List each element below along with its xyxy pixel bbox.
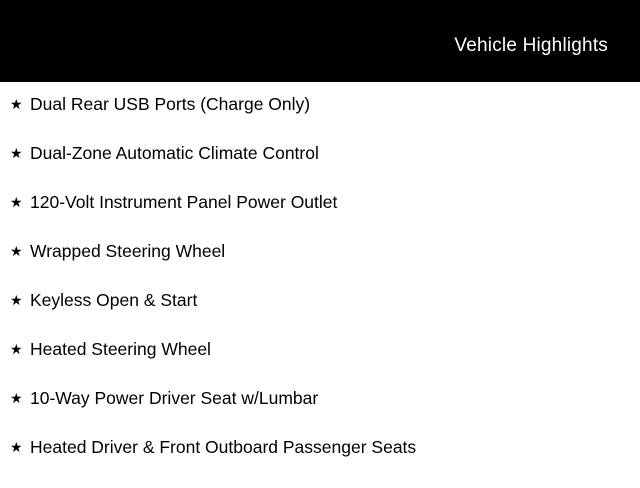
feature-label: Wrapped Steering Wheel [30,241,226,261]
list-item [0,96,640,145]
list-item [0,194,640,243]
feature-label: Dual Rear USB Ports (Charge Only) [30,94,311,114]
list-item [0,145,640,194]
list-item [0,341,640,390]
feature-label: Dual-Zone Automatic Climate Control [30,143,319,163]
star-bullet-icon: ★ [10,439,23,455]
feature-label: 120-Volt Instrument Panel Power Outlet [30,192,338,212]
star-bullet-icon: ★ [10,96,23,112]
feature-label: Keyless Open & Start [30,290,198,310]
star-bullet-icon: ★ [10,145,23,161]
star-bullet-icon: ★ [10,292,23,308]
star-bullet-icon: ★ [10,390,23,406]
feature-label: 10-Way Power Driver Seat w/Lumbar [30,388,319,408]
star-bullet-icon: ★ [10,194,23,210]
feature-label: Heated Steering Wheel [30,339,211,359]
list-item [0,439,640,488]
list-item [0,243,640,292]
feature-label: Heated Driver & Front Outboard Passenger Seats [30,437,417,457]
vehicle-highlights-list [0,82,640,488]
star-bullet-icon: ★ [10,341,23,357]
page-header [0,0,640,82]
list-item [0,292,640,341]
list-item [0,390,640,439]
page-title: Vehicle Highlights [454,34,608,56]
star-bullet-icon: ★ [10,243,23,259]
